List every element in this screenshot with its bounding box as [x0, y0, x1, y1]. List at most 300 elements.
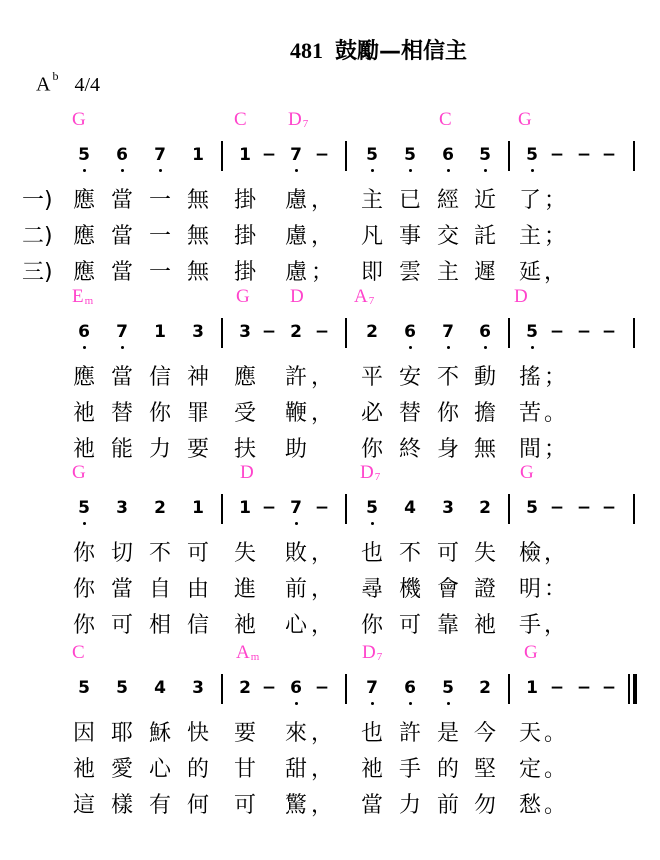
barline [508, 318, 510, 348]
lyric-char: 當 [110, 260, 133, 285]
lyric-char: 因 [72, 721, 95, 746]
lyric-char: 失 [233, 541, 256, 566]
lyric-char: 驚 [284, 793, 307, 818]
lyric-char: 經 [436, 188, 459, 213]
note: 5 [522, 324, 542, 341]
lyric-char: 堅 [473, 757, 496, 782]
chord-quality: m [84, 295, 94, 307]
note-extension: − [601, 678, 617, 698]
lyric-char: 要 [186, 437, 209, 462]
lyric-char: 主 [518, 224, 541, 249]
lyric-char: 應 [72, 365, 95, 390]
chord-quality: 7 [376, 651, 383, 663]
barline [345, 494, 347, 524]
low-octave-dot [83, 522, 86, 525]
chord-symbol [520, 463, 534, 482]
low-octave-dot [295, 169, 298, 172]
lyric-char: 由 [186, 577, 209, 602]
lyric-char: 已 [398, 188, 421, 213]
lyric-char: 安 [398, 365, 421, 390]
chord-root: G [518, 109, 532, 130]
note: 6 [74, 324, 94, 341]
chord-root: A [354, 286, 368, 307]
chord-symbol [439, 110, 452, 129]
note: 4 [404, 498, 416, 518]
lyric-char: 擔 [473, 401, 496, 426]
lyric-char: 能 [110, 437, 133, 462]
chord-root: C [234, 109, 247, 130]
lyric-char: 你 [436, 401, 459, 426]
lyric-char: 平 [360, 365, 383, 390]
lyric-char: 動 [473, 365, 496, 390]
chord-symbol [290, 287, 304, 306]
lyric-char: 也 [360, 541, 383, 566]
note: 5 [438, 680, 458, 697]
lyric-char: 身 [436, 437, 459, 462]
lyric-char: 應 [72, 260, 95, 285]
lyric-char: 一 [148, 260, 171, 285]
chord-root: D [360, 462, 374, 483]
chord-root: G [520, 462, 534, 483]
lyric-char: 搖 [518, 365, 541, 390]
song-title [290, 34, 467, 65]
lyric-char: 甘 [233, 757, 256, 782]
note: 5 [74, 500, 94, 517]
lyric-char: 你 [360, 437, 383, 462]
note: 2 [479, 678, 491, 698]
low-octave-dot [121, 346, 124, 349]
lyric-char: 受 [233, 401, 256, 426]
chord-symbol [72, 643, 85, 662]
lyric-char: 有 [148, 793, 171, 818]
chord-root: G [72, 109, 86, 130]
lyric-punctuation: ， [311, 541, 334, 566]
verse-label: 二) [22, 224, 53, 249]
lyric-char: 無 [473, 437, 496, 462]
chord-quality: 7 [374, 471, 381, 483]
lyric-char: 掛 [233, 260, 256, 285]
note: 7 [438, 324, 458, 341]
lyric-char: 助 [284, 437, 307, 462]
lyric-char: 不 [148, 541, 171, 566]
barline [221, 494, 223, 524]
note: 3 [239, 322, 251, 342]
chord-root: G [524, 642, 538, 663]
lyric-char: 你 [72, 613, 95, 638]
lyric-char: 當 [110, 577, 133, 602]
lyric-char: 檢 [518, 541, 541, 566]
note: 7 [286, 500, 306, 517]
lyric-char: 的 [436, 757, 459, 782]
key-signature [36, 69, 101, 97]
lyric-punctuation: ， [544, 260, 567, 285]
lyric-punctuation: ， [311, 365, 334, 390]
note-extension: − [261, 322, 277, 342]
lyric-char: 苦 [518, 401, 541, 426]
note: 5 [74, 147, 94, 164]
lyric-char: 靠 [436, 613, 459, 638]
note: 1 [192, 498, 204, 518]
lyric-char: 你 [360, 613, 383, 638]
lyric-char: 罪 [186, 401, 209, 426]
lyric-char: 延 [518, 260, 541, 285]
low-octave-dot [531, 346, 534, 349]
lyric-punctuation: 。 [544, 721, 567, 746]
lyric-punctuation: ； [544, 437, 567, 462]
note-extension: − [576, 322, 592, 342]
note: 1 [526, 678, 538, 698]
lyric-char: 今 [473, 721, 496, 746]
barline [345, 318, 347, 348]
lyric-char: 主 [360, 188, 383, 213]
low-octave-dot [295, 702, 298, 705]
lyric-char: 祂 [473, 613, 496, 638]
lyric-char: 尋 [360, 577, 383, 602]
lyric-char: 耶 [110, 721, 133, 746]
note: 6 [286, 680, 306, 697]
lyric-char: 慮 [284, 260, 307, 285]
chord-symbol [234, 110, 247, 129]
lyric-char: 可 [110, 613, 133, 638]
note: 7 [112, 324, 132, 341]
low-octave-dot [531, 169, 534, 172]
note: 7 [150, 147, 170, 164]
lyric-char: 託 [473, 224, 496, 249]
lyric-punctuation: ， [311, 721, 334, 746]
chord-root: C [439, 109, 452, 130]
low-octave-dot [447, 702, 450, 705]
lyric-char: 替 [398, 401, 421, 426]
lyric-char: 當 [360, 793, 383, 818]
lyric-char: 明 [518, 577, 541, 602]
chord-symbol [362, 643, 382, 663]
note-extension: − [576, 145, 592, 165]
note: 4 [154, 678, 166, 698]
note-extension: − [261, 145, 277, 165]
lyric-char: 替 [110, 401, 133, 426]
lyric-punctuation: ， [544, 613, 567, 638]
chord-quality: 7 [368, 295, 375, 307]
lyric-char: 切 [110, 541, 133, 566]
lyric-punctuation: 。 [544, 757, 567, 782]
note: 3 [192, 678, 204, 698]
chord-symbol [524, 643, 538, 662]
time-signature: 4/4 [74, 73, 101, 96]
lyric-char: 信 [148, 365, 171, 390]
barline [345, 141, 347, 171]
lyric-char: 終 [398, 437, 421, 462]
lyric-char: 前 [284, 577, 307, 602]
lyric-char: 間 [518, 437, 541, 462]
lyric-char: 會 [436, 577, 459, 602]
lyric-char: 慮 [284, 224, 307, 249]
chord-symbol [240, 463, 254, 482]
note: 6 [112, 147, 132, 164]
lyric-punctuation: ； [544, 224, 567, 249]
lyric-char: 可 [186, 541, 209, 566]
lyric-char: 慮 [284, 188, 307, 213]
lyric-char: 的 [186, 757, 209, 782]
lyric-char: 手 [518, 613, 541, 638]
verse-label: 三) [22, 260, 53, 285]
lyric-char: 無 [186, 188, 209, 213]
lyric-char: 了 [518, 188, 541, 213]
note-extension: − [549, 678, 565, 698]
chord-root: A [236, 642, 250, 663]
note: 1 [192, 145, 204, 165]
lyric-punctuation: ， [311, 613, 334, 638]
note: 2 [154, 498, 166, 518]
lyric-char: 是 [436, 721, 459, 746]
lyric-char: 手 [398, 757, 421, 782]
final-barline-thin [628, 674, 630, 704]
lyric-char: 也 [360, 721, 383, 746]
lyric-char: 要 [233, 721, 256, 746]
note-extension: − [576, 678, 592, 698]
chord-root: D [362, 642, 376, 663]
lyric-char: 樣 [110, 793, 133, 818]
chord-symbol [72, 287, 93, 307]
song-number: 481 [290, 38, 323, 63]
lyric-char: 雲 [398, 260, 421, 285]
note: 1 [239, 145, 251, 165]
low-octave-dot [121, 169, 124, 172]
note: 5 [526, 498, 538, 518]
chord-symbol [288, 110, 308, 130]
lyric-char: 神 [186, 365, 209, 390]
note-extension: − [549, 145, 565, 165]
note-extension: − [314, 498, 330, 518]
low-octave-dot [484, 346, 487, 349]
key-letter: A [36, 73, 51, 96]
low-octave-dot [409, 169, 412, 172]
chord-quality: m [250, 651, 260, 663]
note-extension: − [314, 145, 330, 165]
lyric-char: 失 [473, 541, 496, 566]
low-octave-dot [371, 702, 374, 705]
lyric-char: 敗 [284, 541, 307, 566]
note-extension: − [314, 678, 330, 698]
lyric-punctuation: 。 [544, 401, 567, 426]
lyric-char: 愁 [518, 793, 541, 818]
lyric-char: 進 [233, 577, 256, 602]
lyric-char: 祂 [360, 757, 383, 782]
lyric-char: 勿 [473, 793, 496, 818]
chord-symbol [72, 110, 86, 129]
note: 3 [116, 498, 128, 518]
lyric-punctuation: ， [311, 188, 334, 213]
note: 6 [475, 324, 495, 341]
lyric-char: 信 [186, 613, 209, 638]
lyric-punctuation: ； [311, 260, 334, 285]
lyric-char: 遲 [473, 260, 496, 285]
lyric-char: 無 [186, 260, 209, 285]
lyric-char: 祂 [72, 757, 95, 782]
lyric-char: 祂 [72, 437, 95, 462]
note-extension: − [576, 498, 592, 518]
chord-symbol [236, 287, 250, 306]
lyric-char: 一 [148, 224, 171, 249]
lyric-char: 可 [436, 541, 459, 566]
lyric-punctuation: ； [544, 188, 567, 213]
barline [633, 141, 635, 171]
low-octave-dot [83, 169, 86, 172]
barline [508, 141, 510, 171]
lyric-char: 應 [233, 365, 256, 390]
low-octave-dot [447, 169, 450, 172]
chord-quality: 7 [302, 118, 309, 130]
lyric-char: 掛 [233, 188, 256, 213]
lyric-char: 應 [72, 188, 95, 213]
barline [508, 674, 510, 704]
lyric-char: 祂 [72, 401, 95, 426]
note: 5 [400, 147, 420, 164]
lyric-char: 證 [473, 577, 496, 602]
lyric-char: 一 [148, 188, 171, 213]
note: 3 [442, 498, 454, 518]
note: 5 [362, 500, 382, 517]
lyric-punctuation: ， [311, 224, 334, 249]
lyric-char: 你 [148, 401, 171, 426]
lyric-punctuation: ， [544, 541, 567, 566]
lyric-char: 許 [284, 365, 307, 390]
lyric-char: 你 [72, 577, 95, 602]
note: 2 [239, 678, 251, 698]
low-octave-dot [371, 169, 374, 172]
barline [345, 674, 347, 704]
lyric-char: 不 [398, 541, 421, 566]
lyric-char: 甜 [284, 757, 307, 782]
lyric-char: 掛 [233, 224, 256, 249]
low-octave-dot [484, 169, 487, 172]
final-barline-thick [633, 674, 637, 704]
lyric-char: 當 [110, 224, 133, 249]
note: 1 [239, 498, 251, 518]
lyric-char: 機 [398, 577, 421, 602]
note: 6 [400, 680, 420, 697]
low-octave-dot [409, 346, 412, 349]
chord-root: D [514, 286, 528, 307]
lyric-punctuation: ； [544, 365, 567, 390]
lyric-char: 凡 [360, 224, 383, 249]
note: 5 [522, 147, 542, 164]
lyric-char: 必 [360, 401, 383, 426]
chord-symbol [236, 643, 259, 663]
note-extension: − [549, 498, 565, 518]
lyric-char: 近 [473, 188, 496, 213]
note: 2 [479, 498, 491, 518]
song-name: 鼓勵—相信主 [335, 39, 468, 64]
chord-symbol [72, 463, 86, 482]
note: 2 [366, 322, 378, 342]
verse-label: 一) [22, 188, 53, 213]
lyric-char: 應 [72, 224, 95, 249]
note: 2 [290, 322, 302, 342]
note-extension: − [601, 322, 617, 342]
note-extension: − [601, 145, 617, 165]
note: 6 [438, 147, 458, 164]
lyric-char: 許 [398, 721, 421, 746]
lyric-char: 天 [518, 721, 541, 746]
barline [633, 318, 635, 348]
lyric-char: 無 [186, 224, 209, 249]
note-extension: − [314, 322, 330, 342]
lyric-char: 鞭 [284, 401, 307, 426]
lyric-char: 定 [518, 757, 541, 782]
chord-root: G [236, 286, 250, 307]
low-octave-dot [371, 522, 374, 525]
lyric-char: 即 [360, 260, 383, 285]
chord-symbol [360, 463, 380, 483]
chord-root: G [72, 462, 86, 483]
note: 7 [362, 680, 382, 697]
lyric-punctuation: ， [311, 757, 334, 782]
lyric-char: 祂 [233, 613, 256, 638]
barline [508, 494, 510, 524]
chord-symbol [518, 110, 532, 129]
lyric-char: 力 [398, 793, 421, 818]
note: 5 [78, 678, 90, 698]
note: 5 [475, 147, 495, 164]
note-extension: − [261, 498, 277, 518]
barline [221, 318, 223, 348]
chord-root: E [72, 286, 84, 307]
lyric-char: 當 [110, 188, 133, 213]
note: 7 [286, 147, 306, 164]
note-extension: − [601, 498, 617, 518]
lyric-punctuation: ， [311, 577, 334, 602]
lyric-punctuation: ： [544, 577, 567, 602]
flat-mark: b [52, 69, 59, 83]
lyric-char: 你 [72, 541, 95, 566]
note: 3 [192, 322, 204, 342]
lyric-char: 扶 [233, 437, 256, 462]
barline [633, 494, 635, 524]
note-extension: − [261, 678, 277, 698]
chord-symbol [514, 287, 528, 306]
note: 1 [154, 322, 166, 342]
lyric-char: 心 [148, 757, 171, 782]
lyric-char: 可 [398, 613, 421, 638]
lyric-char: 這 [72, 793, 95, 818]
note: 5 [116, 678, 128, 698]
lyric-char: 當 [110, 365, 133, 390]
lyric-char: 交 [436, 224, 459, 249]
lyric-char: 自 [148, 577, 171, 602]
low-octave-dot [159, 169, 162, 172]
note: 6 [400, 324, 420, 341]
lyric-char: 主 [436, 260, 459, 285]
lyric-char: 愛 [110, 757, 133, 782]
low-octave-dot [295, 522, 298, 525]
chord-symbol [354, 287, 374, 307]
lyric-char: 力 [148, 437, 171, 462]
lyric-char: 快 [186, 721, 209, 746]
chord-root: D [240, 462, 254, 483]
barline [221, 141, 223, 171]
lyric-char: 前 [436, 793, 459, 818]
chord-root: D [290, 286, 304, 307]
low-octave-dot [409, 702, 412, 705]
barline [221, 674, 223, 704]
note-extension: − [549, 322, 565, 342]
lyric-char: 來 [284, 721, 307, 746]
lyric-char: 心 [284, 613, 307, 638]
low-octave-dot [447, 346, 450, 349]
lyric-char: 事 [398, 224, 421, 249]
chord-root: D [288, 109, 302, 130]
lyric-char: 穌 [148, 721, 171, 746]
